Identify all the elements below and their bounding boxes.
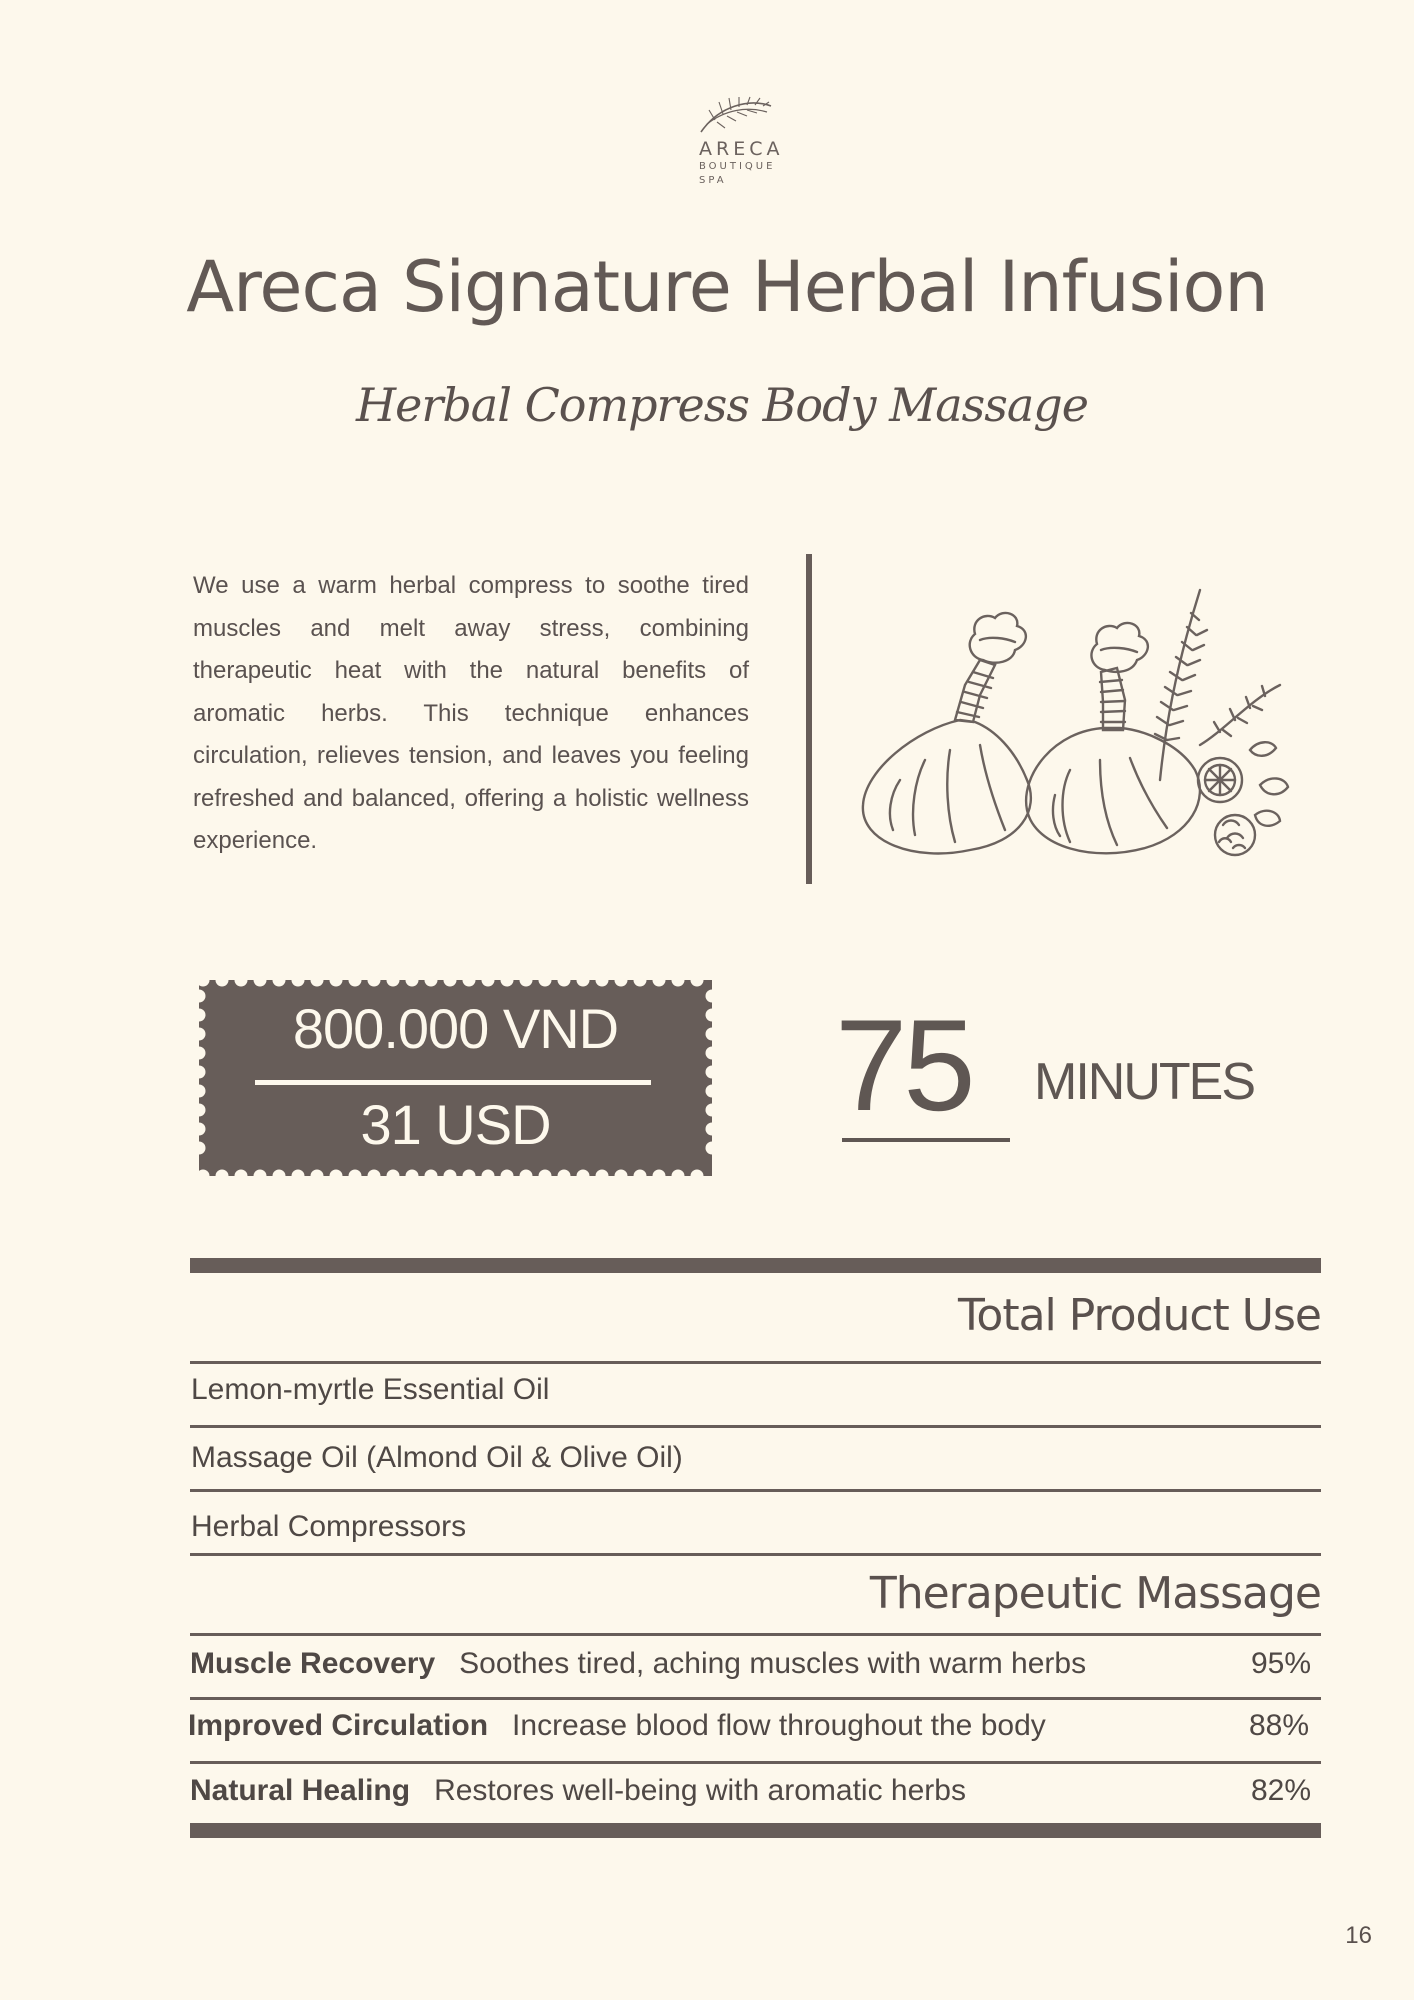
duration-unit: MINUTES bbox=[1034, 1053, 1254, 1111]
stamp-perforation bbox=[387, 1170, 400, 1183]
stamp-perforation bbox=[539, 974, 552, 987]
stamp-perforation bbox=[520, 974, 533, 987]
stamp-perforation bbox=[254, 974, 267, 987]
benefit-row bbox=[190, 1774, 1321, 1818]
duration-value: 75 bbox=[835, 992, 972, 1138]
treatment-description: We use a warm herbal compress to soothe tired muscles and melt away stress, combining therapeutic heat with the natural benefits of aromatic herbs. This technique enhances circulation, relieves tension, and leaves you feeling refreshed and balanced, offering a holistic wellness experience. bbox=[193, 572, 749, 854]
stamp-perforation bbox=[672, 974, 685, 987]
stamp-perforation bbox=[596, 974, 609, 987]
stamp-perforation bbox=[425, 974, 438, 987]
stamp-perforation bbox=[615, 974, 628, 987]
stamp-perforation bbox=[193, 1066, 206, 1079]
benefit-percent: 88% bbox=[1248, 1709, 1309, 1742]
row-divider bbox=[190, 1425, 1321, 1428]
products-heading: Total Product Use bbox=[958, 1290, 1321, 1341]
benefit-row bbox=[188, 1709, 1319, 1753]
stamp-perforation bbox=[444, 1170, 457, 1183]
product-item: Herbal Compressors bbox=[191, 1510, 467, 1543]
page-number: 16 bbox=[1345, 1922, 1372, 1949]
palm-leaf-icon bbox=[695, 96, 775, 138]
stamp-perforation bbox=[406, 974, 419, 987]
row-divider bbox=[190, 1553, 1321, 1556]
benefits-heading: Therapeutic Massage bbox=[869, 1568, 1321, 1619]
stamp-perforation bbox=[368, 974, 381, 987]
brand-name: ARECA bbox=[699, 138, 784, 160]
price-divider bbox=[255, 1080, 651, 1085]
stamp-perforation bbox=[558, 1170, 571, 1183]
stamp-perforation bbox=[292, 1170, 305, 1183]
stamp-perforation bbox=[330, 1170, 343, 1183]
stamp-perforation bbox=[216, 1170, 229, 1183]
brand-line-2: SPA bbox=[699, 175, 727, 186]
benefit-name: Muscle Recovery bbox=[190, 1647, 436, 1680]
stamp-perforation bbox=[691, 1170, 704, 1183]
stamp-perforation bbox=[653, 974, 666, 987]
stamp-perforation bbox=[235, 1170, 248, 1183]
stamp-perforation bbox=[235, 974, 248, 987]
product-item: Massage Oil (Almond Oil & Olive Oil) bbox=[191, 1441, 683, 1474]
stamp-perforation bbox=[501, 974, 514, 987]
stamp-perforation bbox=[273, 1170, 286, 1183]
benefit-percent: 95% bbox=[1250, 1647, 1311, 1680]
stamp-perforation bbox=[596, 1170, 609, 1183]
stamp-perforation bbox=[558, 974, 571, 987]
row-divider bbox=[190, 1697, 1321, 1700]
benefit-description: Increase blood flow throughout the body bbox=[512, 1709, 1046, 1742]
price-vnd: 800.000 VND bbox=[292, 997, 619, 1060]
stamp-perforation bbox=[349, 1170, 362, 1183]
stamp-perforation bbox=[706, 1066, 719, 1079]
stamp-perforation bbox=[444, 974, 457, 987]
stamp-perforation bbox=[197, 974, 210, 987]
stamp-perforation bbox=[539, 1170, 552, 1183]
stamp-perforation bbox=[273, 974, 286, 987]
benefit-description: Soothes tired, aching muscles with warm herbs bbox=[459, 1647, 1087, 1680]
benefit-row bbox=[190, 1647, 1321, 1691]
stamp-perforation bbox=[615, 1170, 628, 1183]
herbal-compress-icon bbox=[855, 580, 1295, 860]
stamp-perforation bbox=[501, 1170, 514, 1183]
product-item: Lemon-myrtle Essential Oil bbox=[191, 1373, 550, 1406]
stamp-perforation bbox=[406, 1170, 419, 1183]
stamp-perforation bbox=[292, 974, 305, 987]
stamp-perforation bbox=[634, 1170, 647, 1183]
stamp-perforation bbox=[216, 974, 229, 987]
stamp-perforation bbox=[311, 974, 324, 987]
table-top-rule bbox=[190, 1258, 1321, 1273]
stamp-perforation bbox=[349, 974, 362, 987]
price-stamp bbox=[193, 974, 718, 1182]
benefit-name: Natural Healing bbox=[190, 1774, 411, 1807]
stamp-perforation bbox=[577, 974, 590, 987]
vertical-divider bbox=[806, 554, 812, 884]
stamp-perforation bbox=[482, 1170, 495, 1183]
row-divider bbox=[190, 1633, 1321, 1636]
row-divider bbox=[190, 1761, 1321, 1764]
page-title: Areca Signature Herbal Infusion bbox=[186, 246, 1268, 328]
stamp-perforation bbox=[691, 974, 704, 987]
stamp-perforation bbox=[368, 1170, 381, 1183]
stamp-perforation bbox=[463, 974, 476, 987]
stamp-perforation bbox=[254, 1170, 267, 1183]
stamp-perforation bbox=[330, 974, 343, 987]
stamp-perforation bbox=[387, 974, 400, 987]
benefit-description: Restores well-being with aromatic herbs bbox=[434, 1774, 966, 1807]
stamp-perforation bbox=[520, 1170, 533, 1183]
benefit-name: Improved Circulation bbox=[188, 1709, 489, 1742]
duration-underline bbox=[842, 1138, 1010, 1142]
stamp-perforation bbox=[425, 1170, 438, 1183]
stamp-perforation bbox=[463, 1170, 476, 1183]
price-usd: 31 USD bbox=[360, 1093, 551, 1156]
stamp-perforation bbox=[311, 1170, 324, 1183]
stamp-perforation bbox=[634, 974, 647, 987]
stamp-perforation bbox=[653, 1170, 666, 1183]
row-divider bbox=[190, 1489, 1321, 1492]
stamp-perforation bbox=[577, 1170, 590, 1183]
brand-line-1: BOUTIQUE bbox=[699, 161, 776, 172]
stamp-perforation bbox=[197, 1170, 210, 1183]
page-subtitle: Herbal Compress Body Massage bbox=[356, 378, 1088, 432]
benefit-percent: 82% bbox=[1250, 1774, 1311, 1807]
row-divider bbox=[190, 1361, 1321, 1364]
stamp-perforation bbox=[482, 974, 495, 987]
stamp-perforation bbox=[672, 1170, 685, 1183]
brand-logo bbox=[657, 96, 797, 196]
brand-tagline bbox=[699, 160, 775, 188]
table-bottom-rule bbox=[190, 1823, 1321, 1838]
